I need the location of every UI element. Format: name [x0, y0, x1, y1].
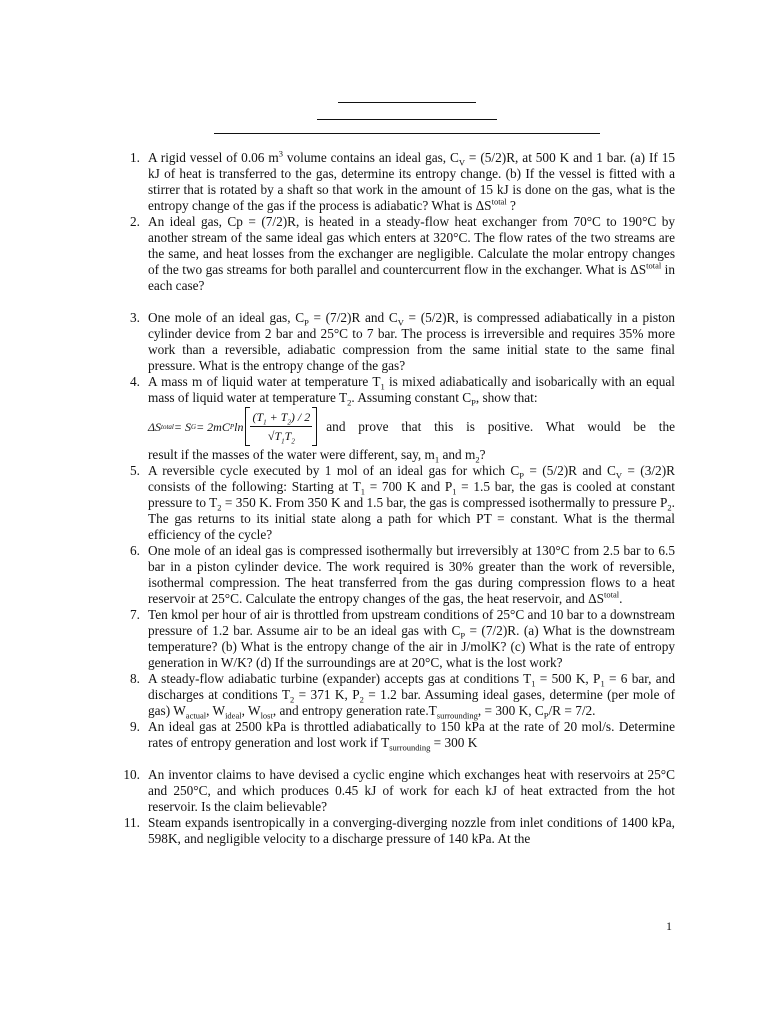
- subscript: actual: [185, 710, 207, 721]
- eq-numerator: [250, 409, 312, 427]
- eq-bracket: [245, 407, 317, 446]
- subscript: surrounding: [436, 710, 478, 721]
- subscript: 1: [434, 454, 440, 465]
- problem-text: = 500 K, P: [535, 671, 601, 686]
- subscript: 1: [263, 418, 267, 427]
- problem-text: = (5/2)R, is compressed adiabatically in a piston cylinder device from 2 bar and 25°C to 7 bar. The process is irreversible and requires 35% more work than a reversible, adiabatic compression from the same initial state to the same final pressure. What is the entropy change of the gas?: [148, 310, 675, 373]
- problem-text: , show that:: [475, 390, 538, 405]
- page-number: 1: [666, 919, 672, 933]
- problem-text: Steam expands isentropically in a converging-diverging nozzle from inlet conditions of 1400 kPa, 598K, and negligible velocity to a discharge pressure of 140 kPa. At the: [148, 815, 675, 846]
- problem-text: /R = 7/2.: [548, 703, 596, 718]
- subscript: 2: [287, 418, 291, 427]
- problem-8: [130, 671, 675, 721]
- subscript: 1: [281, 437, 285, 446]
- problem-text: = (3/2)R consists of the following: Starting at T: [148, 463, 675, 494]
- problem-number: 1.: [130, 150, 140, 165]
- subscript: P: [543, 710, 549, 721]
- problem-text: = 6 bar, and discharges at conditions T: [148, 671, 675, 702]
- subscript: ideal: [225, 710, 242, 721]
- problem-text: = (7/2)R. (a) What is the downstream temperature? (b) What is the entropy change of the air in J/molK? (c) What is the rate of entropy generation in W/K? (d) If the surroundings are at 20°C, what is the lost work?: [148, 623, 675, 670]
- subscript: 2: [289, 694, 295, 705]
- subscript: V: [615, 470, 622, 481]
- subscript: P: [304, 317, 309, 328]
- eq-part: = 2mC: [196, 419, 230, 434]
- superscript: total: [646, 260, 662, 271]
- eq-fraction: [250, 409, 312, 444]
- problem-text: = 350 K. From 350 K and 1.5 bar, the gas is compressed isothermally to pressure P: [221, 495, 668, 510]
- problem-text: A reversible cycle executed by 1 mol of an ideal gas for which C: [148, 463, 520, 478]
- eq-ln: ln: [234, 419, 244, 434]
- problem-text: result if the masses of the water were different, say, m: [148, 447, 435, 462]
- problem-text: = 1.2 bar. Assuming ideal gases, determine (per mole of gas) W: [148, 687, 675, 718]
- problem-11: [123, 815, 675, 847]
- problem-text: and prove that this is positive. What would be the: [326, 418, 675, 434]
- problem-number: 9.: [130, 719, 140, 734]
- problem-text: = (5/2)R and C: [524, 463, 616, 478]
- problem-text: volume contains an ideal gas, C: [282, 150, 459, 165]
- problem-list: [123, 148, 676, 847]
- problem-text: = 300 K: [430, 735, 478, 750]
- problem-number: 11.: [123, 815, 140, 830]
- subscript: V: [397, 317, 404, 328]
- subscript: 2: [217, 502, 222, 513]
- problem-text: An ideal gas, Cp = (7/2)R, is heated in a steady-flow heat exchanger from 70°C to 190°C by another stream of the same ideal gas which enters at 320°C. The flow rates of the two streams are the same, and heat losses from the exchanger are negligible. Calculate the molar entropy changes of the two gas streams for both parallel and countercurrent flow in the exchanger. What is ΔS: [148, 214, 675, 277]
- eq-lhs: ΔS: [148, 419, 162, 434]
- superscript: total: [491, 196, 507, 207]
- problem-text: and m: [439, 447, 476, 462]
- problem-text: . Assuming constant C: [351, 390, 472, 405]
- eq-part: √T: [267, 429, 282, 443]
- problem-number: 3.: [130, 310, 140, 325]
- equation-line: [148, 407, 675, 446]
- subscript: 1: [360, 486, 365, 497]
- problem-text: A steady-flow adiabatic turbine (expander) accepts gas at conditions T: [148, 671, 532, 686]
- problem-text: ?: [479, 447, 486, 462]
- subscript: 2: [359, 694, 364, 705]
- subscript: 2: [475, 454, 480, 465]
- problem-text: An ideal gas at 2500 kPa is throttled adiabatically to 150 kPa at the rate of 20 mol/s. Determine rates of entropy generation and lost work if T: [148, 719, 675, 750]
- title-rule-3: [214, 133, 600, 134]
- problem-text: = 371 K, P: [294, 687, 360, 702]
- problem-text: . The gas returns to its initial state along a path for which PT = constant. What is the thermal efficiency of the cycle?: [148, 495, 675, 542]
- subscript: 1: [380, 381, 385, 392]
- problem-number: 7.: [130, 607, 140, 622]
- problem-text: , and entropy generation rate.T: [272, 703, 437, 718]
- title-rule-1: [338, 102, 476, 103]
- subscript: 1: [600, 678, 605, 689]
- problem-text: A mass m of liquid water at temperature T: [148, 374, 381, 389]
- subscript: P: [519, 470, 525, 481]
- problem-number: 4.: [130, 374, 140, 389]
- problem-6: [130, 543, 675, 607]
- subscript: 2: [667, 502, 672, 513]
- superscript: total: [604, 589, 620, 600]
- problem-number: 2.: [130, 214, 140, 229]
- subscript: P: [460, 630, 466, 641]
- problem-number: 5.: [130, 463, 140, 478]
- problem-text: , W: [206, 703, 226, 718]
- problem-text: in each case?: [148, 262, 675, 293]
- problem-7: [130, 607, 675, 671]
- problem-text: = (5/2)R, at 500 K and 1 bar. (a) If 15 kJ of heat is transferred to the gas, determine its entropy change. (b) If the vessel is fitted with a stirrer that is rotated by a shaft so that work in the amount of 15 kJ is done on the gas, what is the entropy change of the gas if the process is adiabatic? What is ΔS: [148, 150, 675, 213]
- subscript: 1: [452, 486, 457, 497]
- title-rule-2: [317, 119, 497, 120]
- subscript: 2: [291, 437, 295, 446]
- problem-text: One mole of an ideal gas is compressed isothermally but irreversibly at 130°C from 2.5 bar to 6.5 bar in a piston cylinder device. The work required is 30% greater than the work of reversible, isothermal compression. The heat transferred from the gas during compression flows to a heat reservoir at 25°C. Calculate the entropy changes of the gas, the heat reservoir, and ΔS: [148, 543, 675, 606]
- problem-text: .: [619, 591, 623, 606]
- subscript: 2: [347, 397, 352, 408]
- problem-number: 6.: [130, 543, 140, 558]
- eq-part: (T: [252, 410, 264, 424]
- problem-text: is mixed adiabatically and isobarically with an equal mass of liquid water at temperature T: [148, 374, 675, 405]
- problem-text: = (7/2)R and C: [308, 310, 398, 325]
- entropy-equation: ΔS total = S G = 2mC P ln $\frac{(T_1 + T_2) / 2}{√T_1T_2}$: [148, 407, 317, 446]
- subscript: V: [458, 157, 466, 168]
- problem-9: [130, 719, 675, 753]
- problem-text: An inventor claims to have devised a cyclic engine which exchanges heat with reservoirs at 25°C and 250°C, and which produces 0.45 kJ of work for each kJ of heat extracted from the hot reservoir. Is the claim believable?: [148, 767, 675, 814]
- problem-text: , W: [241, 703, 261, 718]
- problem-text: = 1.5 bar, the gas is cooled at constant pressure to T: [148, 479, 676, 510]
- eq-part: ) / 2: [290, 410, 311, 424]
- problem-3: [130, 310, 675, 374]
- eq-part: = S: [173, 419, 191, 434]
- problem-1: [130, 148, 675, 214]
- problem-10: [123, 767, 675, 815]
- problem-text: A rigid vessel of 0.06 m: [148, 150, 279, 165]
- problem-text: , = 300 K, C: [477, 703, 544, 718]
- subscript: 1: [531, 678, 536, 689]
- problem-number: 8.: [130, 671, 140, 686]
- problem-4: [130, 374, 675, 465]
- problem-text: ?: [506, 198, 516, 213]
- subscript: P: [471, 397, 476, 408]
- subscript: lost: [260, 710, 273, 721]
- problem-2: [130, 214, 675, 294]
- eq-denominator: [268, 427, 295, 444]
- problem-number: 10.: [123, 767, 140, 782]
- problem-text: Ten kmol per hour of air is throttled from upstream conditions of 25°C and 10 bar to a downstream pressure of 1.2 bar. Assume air to be an ideal gas with C: [148, 607, 675, 638]
- problem-text: One mole of an ideal gas, C: [148, 310, 305, 325]
- superscript: 3: [278, 148, 283, 159]
- subscript: surrounding: [389, 742, 431, 753]
- problem-5: [130, 463, 676, 543]
- eq-part: + T: [266, 410, 288, 424]
- problem-text: = 700 K and P: [364, 479, 453, 494]
- eq-part: T: [284, 429, 292, 443]
